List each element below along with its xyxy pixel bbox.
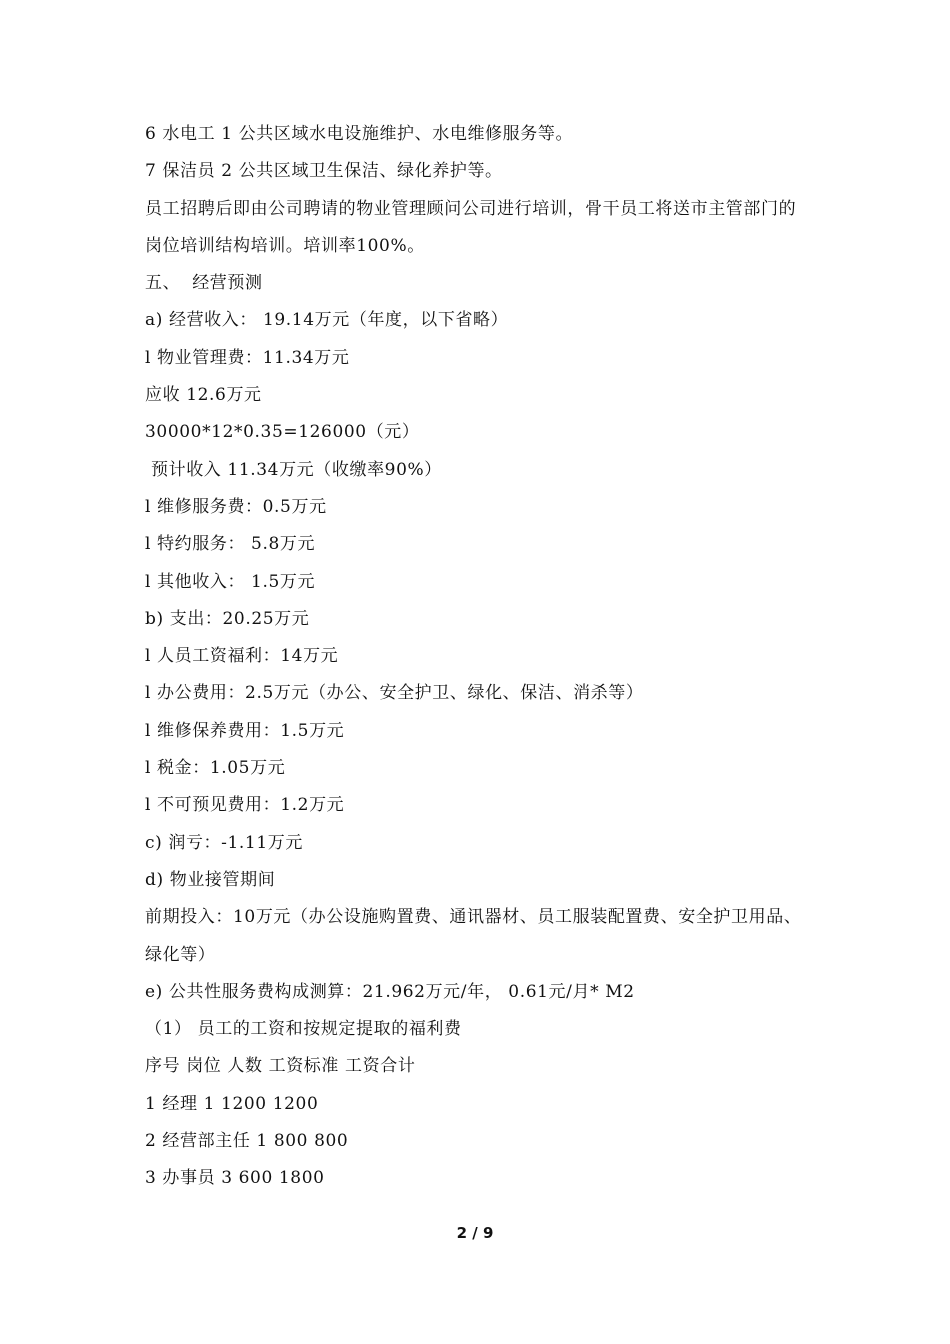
text-line: e) 公共性服务费构成测算：21.962万元/年， 0.61元/月* M2: [145, 981, 635, 1002]
text-paragraph: 前期投入：10万元（办公设施购置费、通讯器材、员工服装配置费、安全护卫用品、绿化等）: [145, 907, 802, 965]
text-line: 应收 12.6万元: [145, 385, 262, 406]
text-line: c) 润亏：-1.11万元: [145, 832, 303, 853]
text-line: 7 保洁员 2 公共区域卫生保洁、绿化养护等。: [145, 161, 503, 182]
text-line: l 维修保养费用：1.5万元: [145, 720, 345, 741]
page-number: 2 / 9: [456, 1224, 494, 1242]
text-paragraph: 员工招聘后即由公司聘请的物业管理顾问公司进行培训，骨干员工将送市主管部门的岗位培训结构培训。培训率100%。: [145, 198, 797, 256]
text-line: 6 水电工 1 公共区域水电设施维护、水电维修服务等。: [145, 124, 574, 144]
text-line: a) 经营收入： 19.14万元（年度，以下省略）: [145, 310, 509, 331]
table-row-line: 2 经营部主任 1 800 800: [145, 1131, 349, 1152]
text-line: 30000*12*0.35=126000（元）: [145, 422, 420, 443]
text-line: l 物业管理费：11.34万元: [145, 347, 350, 368]
section-heading: 五、 经营预测: [145, 273, 263, 294]
text-line: l 人员工资福利：14万元: [145, 646, 339, 667]
text-line: （1） 员工的工资和按规定提取的福利费: [145, 1019, 462, 1040]
text-line: l 办公费用：2.5万元（办公、安全护卫、绿化、保洁、消杀等）: [145, 683, 644, 704]
table-row-line: 1 经理 1 1200 1200: [145, 1093, 319, 1114]
table-row-line: 3 办事员 3 600 1800: [145, 1168, 325, 1189]
text-line: l 税金：1.05万元: [145, 758, 286, 779]
text-line: l 其他收入： 1.5万元: [145, 571, 316, 592]
text-line: d) 物业接管期间: [145, 869, 276, 890]
text-line: l 不可预见费用：1.2万元: [145, 795, 345, 816]
document-body: [145, 116, 825, 1198]
table-header-line: 序号 岗位 人数 工资标准 工资合计: [145, 1056, 416, 1077]
text-line: b) 支出：20.25万元: [145, 608, 310, 629]
text-line: l 特约服务： 5.8万元: [145, 534, 316, 555]
text-line: l 维修服务费：0.5万元: [145, 496, 327, 517]
text-line: 预计收入 11.34万元（收缴率90%）: [145, 459, 442, 480]
